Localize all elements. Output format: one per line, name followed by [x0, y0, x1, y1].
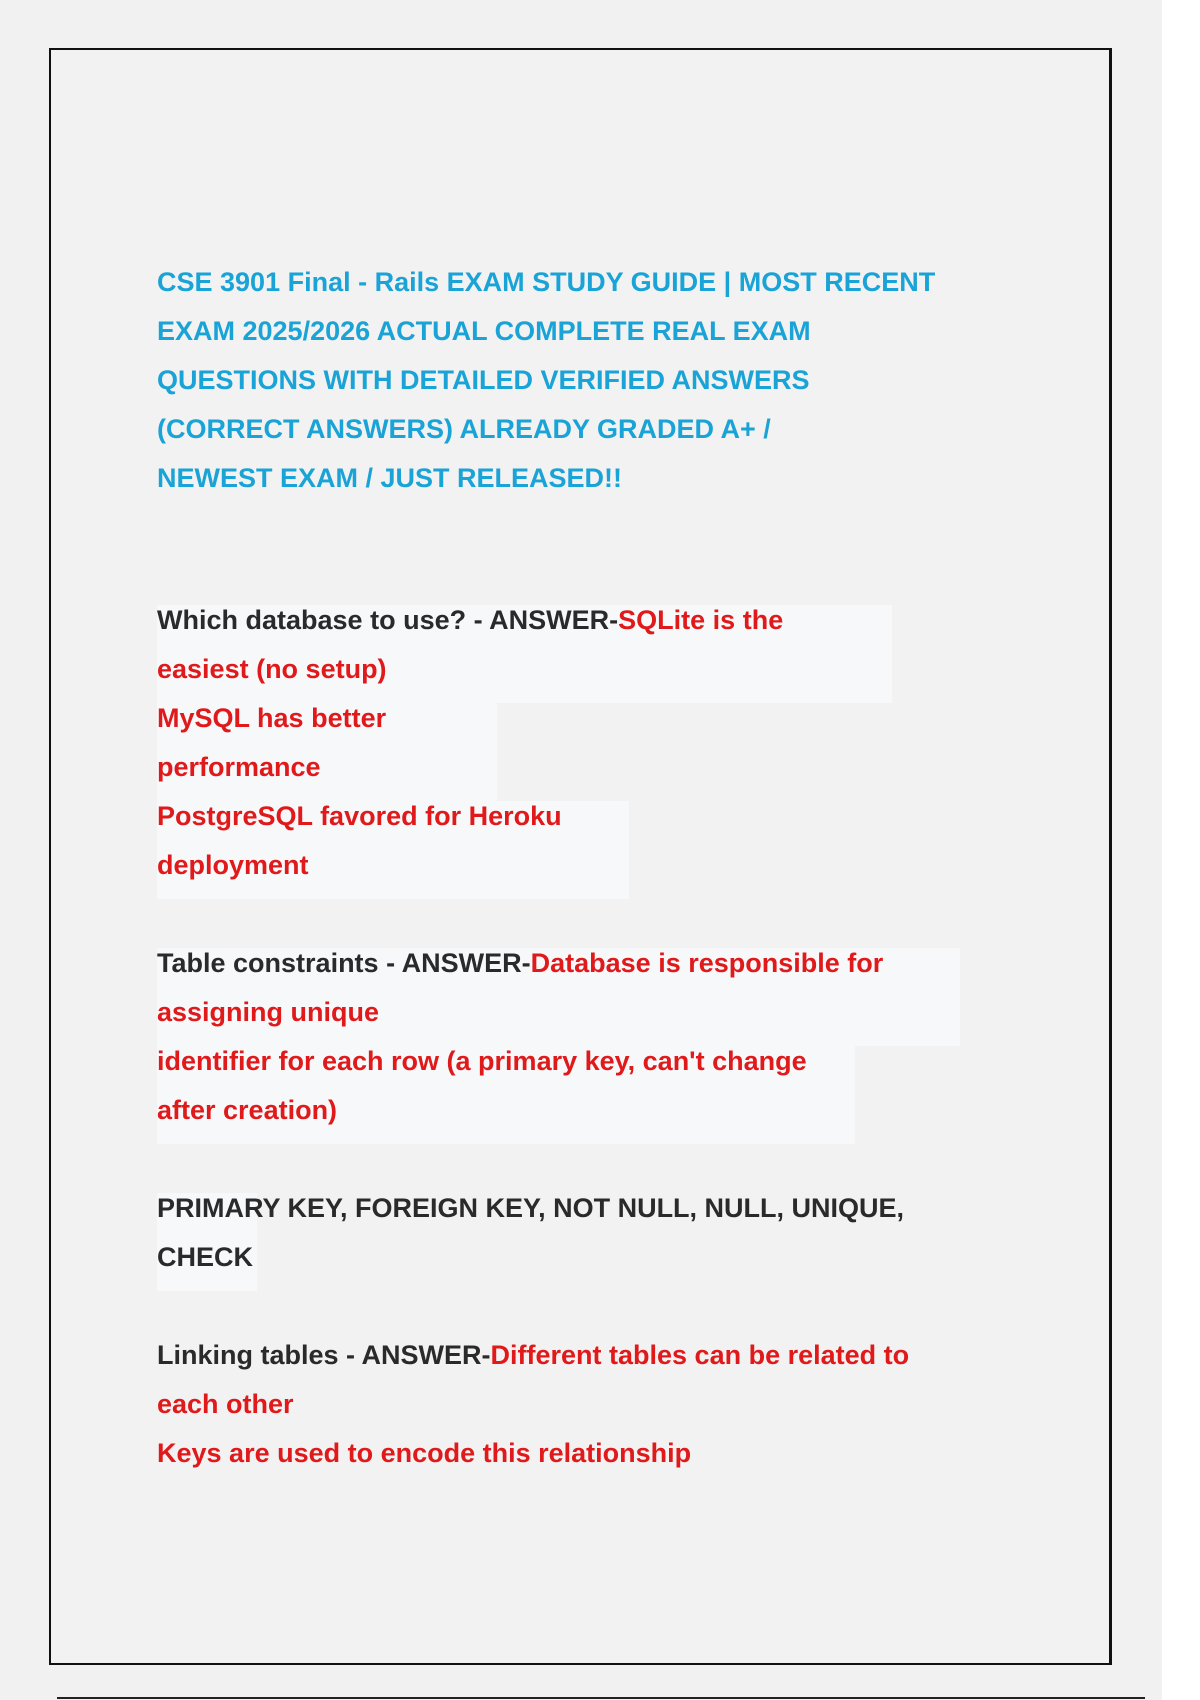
answer-word: Database [530, 948, 651, 978]
page-margin-strip [1162, 0, 1200, 1700]
answer-line: assigning unique [157, 997, 380, 1027]
answer-word: MySQL [157, 703, 250, 733]
answer-word: for [847, 948, 884, 978]
title-line: NEWEST EXAM / JUST RELEASED!! [157, 463, 623, 493]
question-word: - [473, 605, 483, 635]
constraint-list [157, 1184, 904, 1282]
question-word: - [386, 948, 396, 978]
plain-line: CHECK [157, 1242, 254, 1272]
answer-line: Keys are used to encode this relationship [157, 1438, 692, 1468]
question-line [157, 1331, 909, 1380]
answer-word: SQLite [618, 605, 706, 635]
title-line: (CORRECT ANSWERS) ALREADY GRADED A+ / [157, 414, 771, 444]
page-bottom-rule [57, 1697, 1145, 1699]
answer-line: identifier for each row (a primary key, can't change [157, 1046, 807, 1076]
answer-line: easiest (no setup) [157, 654, 387, 684]
answer-start [402, 948, 651, 978]
title-line: QUESTIONS WITH DETAILED VERIFIED ANSWERS [157, 365, 810, 395]
question-line [157, 939, 960, 988]
answer-word: responsible [688, 948, 840, 978]
question-line [157, 596, 892, 645]
answer-line [157, 694, 497, 743]
question-word: use? [403, 605, 467, 635]
qa-item-linking [157, 1331, 909, 1478]
answer-line: deployment [157, 850, 309, 880]
title-line: CSE 3901 Final - Rails EXAM STUDY GUIDE | MOST RECENT [157, 267, 936, 297]
answer-word: better [311, 703, 387, 733]
question-word: constraints [233, 948, 379, 978]
answer-line: each other [157, 1389, 294, 1419]
question-word: Which [157, 605, 238, 635]
answer-prefix: ANSWER- [489, 605, 619, 635]
question-word: to [370, 605, 396, 635]
answer-word: is [658, 948, 681, 978]
question-word: database [245, 605, 363, 635]
answer-word: the [742, 605, 784, 635]
plain-line: PRIMARY KEY, FOREIGN KEY, NOT NULL, NULL, UNIQUE, [157, 1193, 905, 1223]
answer-line: after creation) [157, 1095, 338, 1125]
title-line: EXAM 2025/2026 ACTUAL COMPLETE REAL EXAM [157, 316, 811, 346]
answer-word: PostgreSQL [157, 801, 313, 831]
qa-item-constraints [157, 939, 960, 1135]
answer-line: performance [157, 752, 321, 782]
answer-word: has [257, 703, 304, 733]
answer-word: for [425, 801, 462, 831]
document-title [157, 258, 1007, 503]
answer-start [489, 605, 705, 635]
question-word: Table [157, 948, 226, 978]
answer-word: is [712, 605, 736, 635]
qa-item-database [157, 596, 892, 890]
answer-line [157, 792, 629, 841]
answer-word: favored [320, 801, 418, 831]
answer-prefix: ANSWER- [401, 948, 531, 978]
answer-text: Different tables can be related to [490, 1340, 910, 1370]
question-text: Linking tables - ANSWER- [157, 1340, 491, 1370]
answer-word: Heroku [468, 801, 562, 831]
